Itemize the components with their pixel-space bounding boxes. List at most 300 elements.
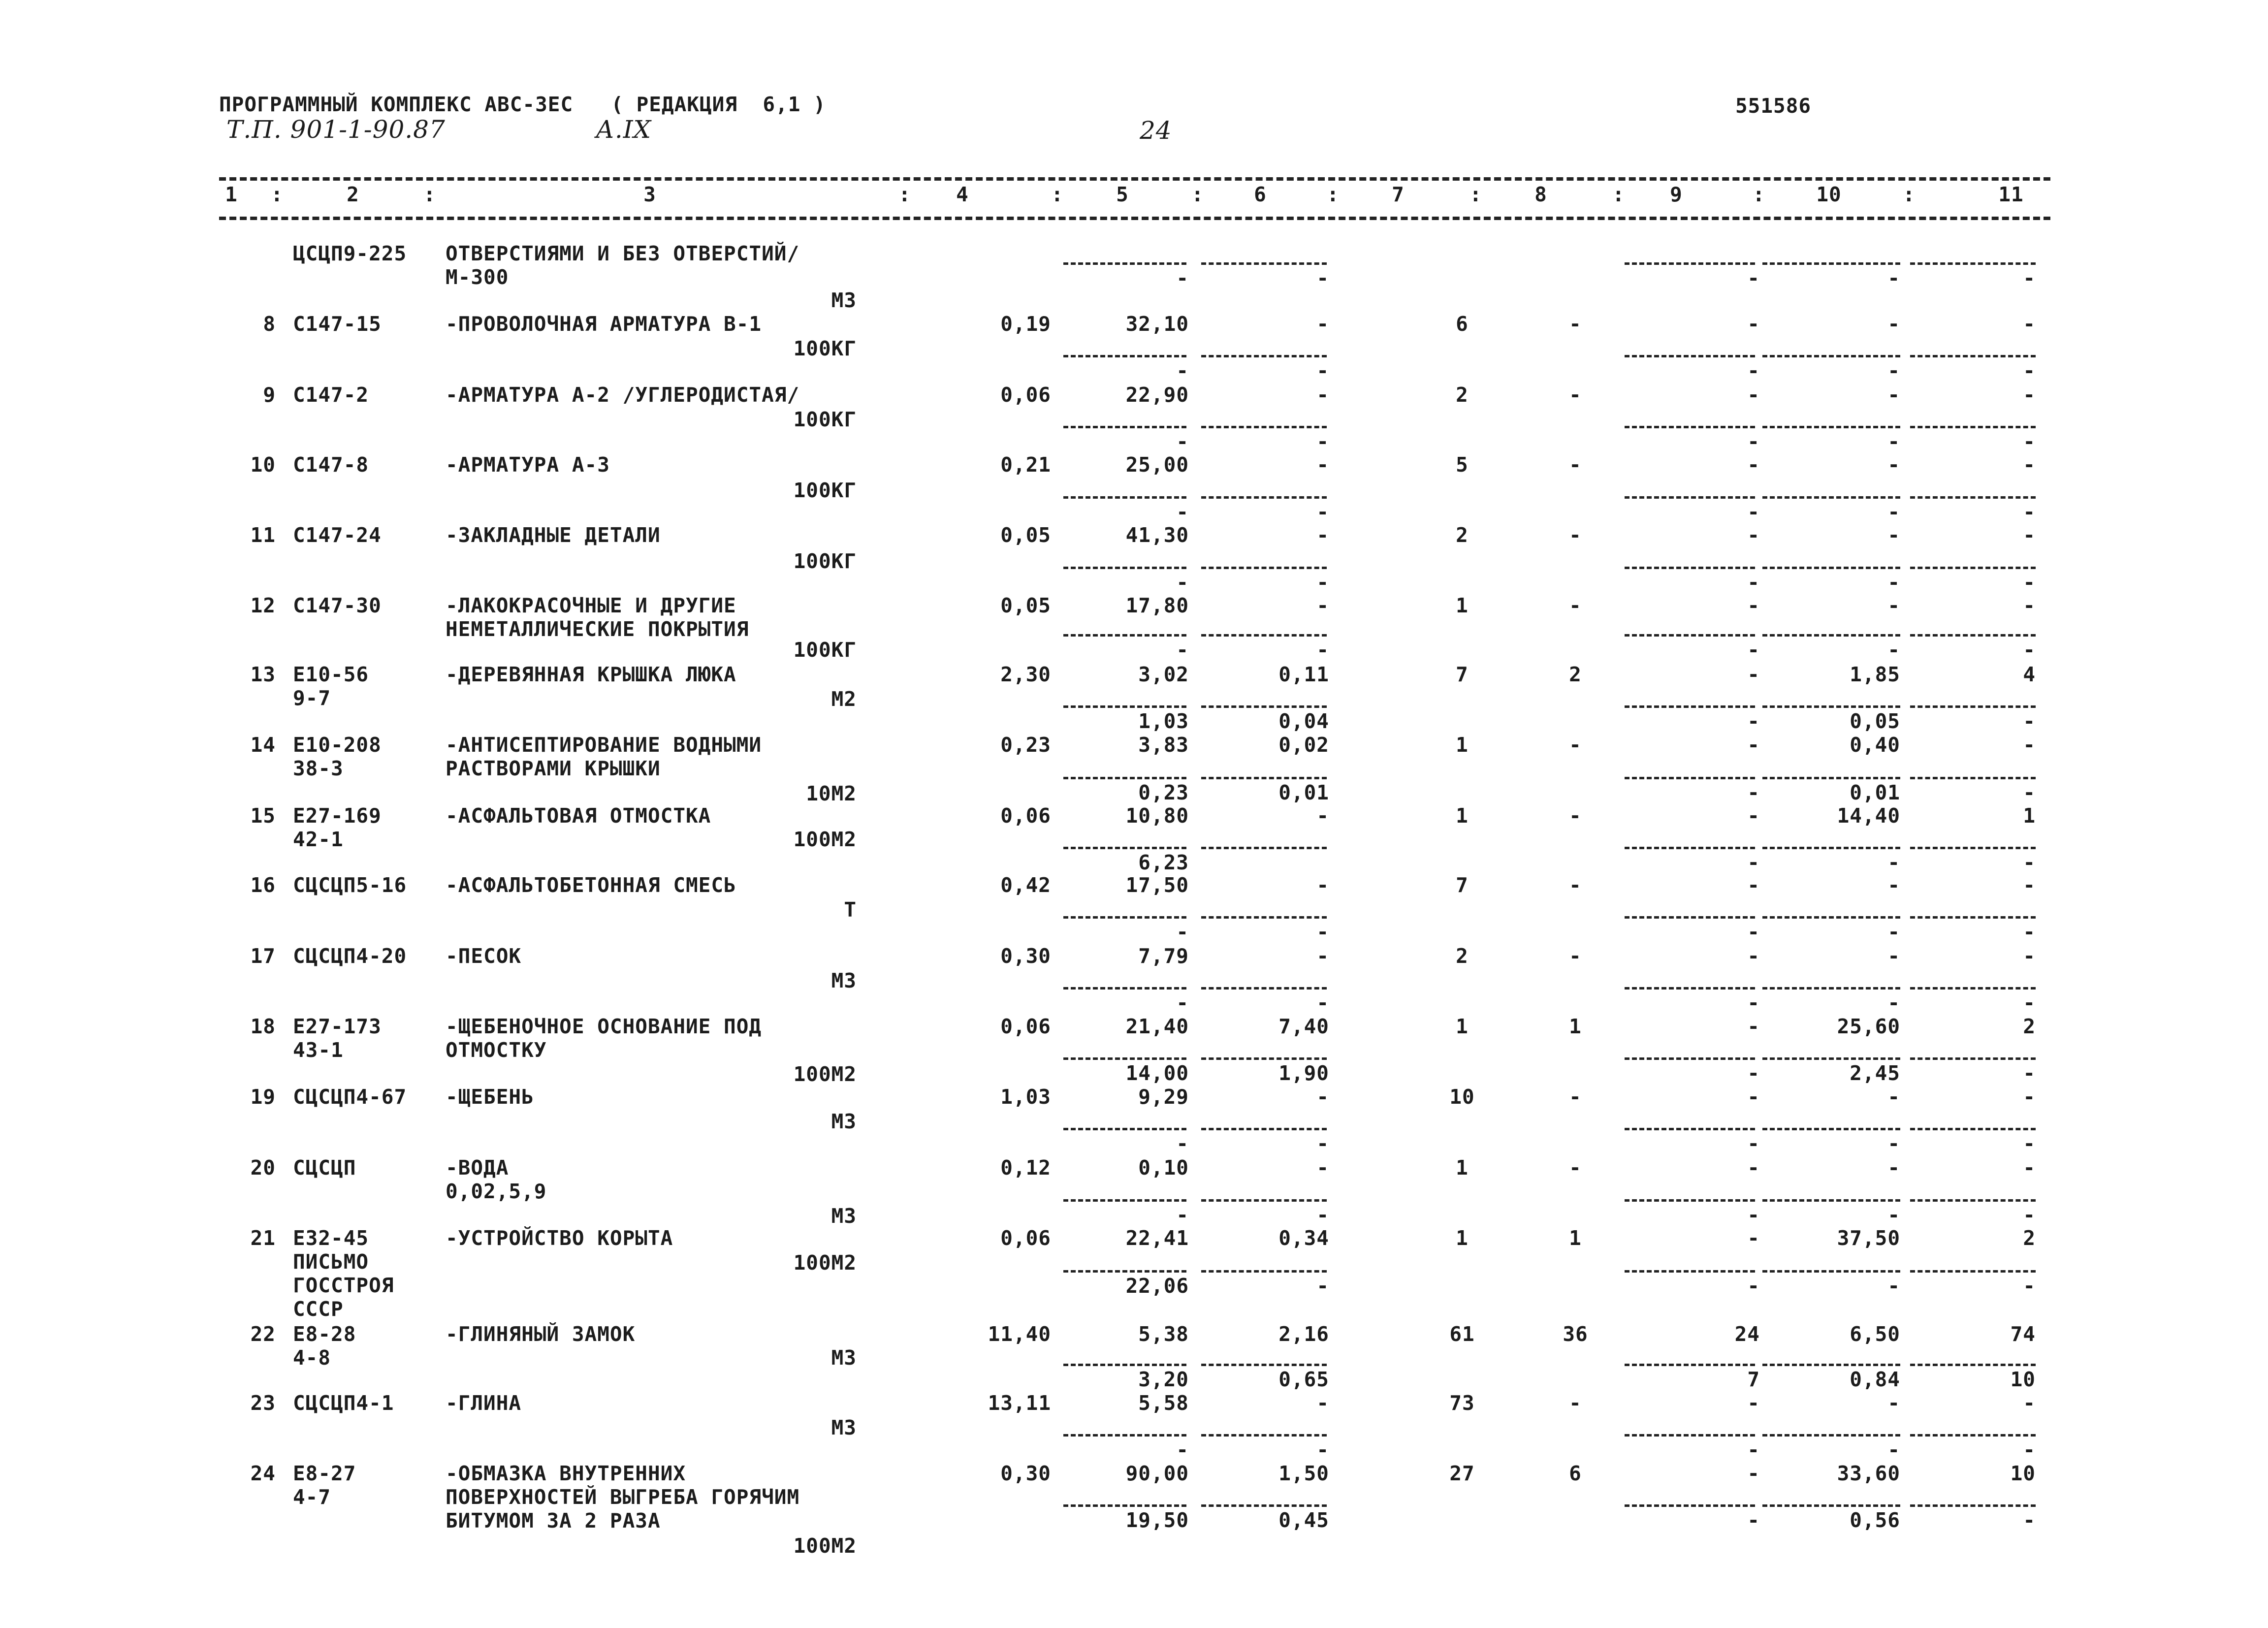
column-separator: : [271, 183, 284, 206]
fraction-rule [1063, 1128, 1186, 1130]
value-c10b: 0,84 [1850, 1368, 1900, 1391]
fraction-rule [1063, 705, 1186, 708]
value-c4: 0,42 [1000, 873, 1051, 897]
header-bottom-rule [219, 217, 2050, 220]
value-c11b: - [2023, 1274, 2036, 1298]
price-code: С147-2 [293, 383, 369, 407]
value-c6: - [1316, 523, 1329, 547]
work-name: -АСФАЛЬТОВАЯ ОТМОСТКА [446, 804, 711, 828]
value-c6b: - [1316, 266, 1329, 290]
fraction-rule [1625, 426, 1755, 428]
value-c11: 1 [2023, 804, 2036, 828]
value-c7: 2 [1456, 523, 1469, 547]
unit: М3 [831, 1416, 857, 1439]
fraction-rule [1625, 705, 1755, 708]
value-c6b: 1,90 [1278, 1061, 1329, 1085]
value-c8: - [1569, 944, 1582, 968]
row-number: 17 [250, 944, 276, 968]
value-c9: - [1747, 523, 1760, 547]
row-number: 16 [250, 873, 276, 897]
value-c5: 22,41 [1125, 1226, 1189, 1250]
fraction-rule [1063, 847, 1186, 849]
value-c9b: - [1747, 1438, 1760, 1462]
value-c10b: 0,01 [1850, 781, 1900, 804]
unit: 100КГ [793, 479, 857, 502]
fraction-rule [1625, 987, 1755, 990]
value-c6: - [1316, 594, 1329, 617]
value-c6b: - [1316, 500, 1329, 524]
price-code: 42-1 [293, 828, 344, 851]
price-code: 9-7 [293, 686, 331, 710]
work-name: -ДЕРЕВЯННАЯ КРЫШКА ЛЮКА [446, 663, 736, 686]
value-c9b: - [1747, 359, 1760, 383]
value-c5b: - [1176, 991, 1189, 1015]
fraction-rule [1201, 1057, 1327, 1060]
fraction-rule [1063, 1057, 1186, 1060]
value-c5b: - [1176, 266, 1189, 290]
work-name: -АНТИСЕПТИРОВАНИЕ ВОДНЫМИ [446, 733, 762, 757]
fraction-rule [1201, 496, 1327, 499]
value-c9: - [1747, 733, 1760, 757]
column-separator: : [423, 183, 436, 206]
column-number: 7 [1392, 183, 1405, 206]
value-c7: 1 [1456, 594, 1469, 617]
unit: М3 [831, 1110, 857, 1133]
value-c7: 1 [1456, 1015, 1469, 1038]
fraction-rule [1910, 1199, 2036, 1202]
fraction-rule [1910, 426, 2036, 428]
value-c5b: - [1176, 430, 1189, 453]
fraction-rule [1201, 1364, 1327, 1366]
fraction-rule [1762, 496, 1900, 499]
value-c11b: - [2023, 1438, 2036, 1462]
value-c5: 5,58 [1138, 1391, 1189, 1415]
value-c6b: 0,01 [1278, 781, 1329, 804]
row-number: 14 [250, 733, 276, 757]
fraction-rule [1762, 1270, 1900, 1273]
value-c11b: - [2023, 266, 2036, 290]
value-c9b: - [1747, 851, 1760, 874]
fraction-rule [1201, 1199, 1327, 1202]
row-number: 8 [263, 312, 276, 336]
fraction-rule [1625, 567, 1755, 569]
value-c6b: - [1316, 1132, 1329, 1155]
value-c5b: 0,23 [1138, 781, 1189, 804]
fraction-rule [1910, 987, 2036, 990]
price-code: 4-8 [293, 1346, 331, 1370]
fraction-rule [1762, 567, 1900, 569]
row-number: 15 [250, 804, 276, 828]
value-c4: 0,19 [1000, 312, 1051, 336]
value-c11: - [2023, 873, 2036, 897]
price-code: С147-24 [293, 523, 382, 547]
fraction-rule [1625, 847, 1755, 849]
value-c10b: 0,05 [1850, 709, 1900, 733]
value-c4: 1,03 [1000, 1085, 1051, 1109]
column-separator: : [1753, 183, 1765, 206]
value-c8: - [1569, 523, 1582, 547]
value-c11: - [2023, 944, 2036, 968]
value-c7: 27 [1449, 1462, 1475, 1485]
price-code: Е8-28 [293, 1322, 356, 1346]
fraction-rule [1625, 1199, 1755, 1202]
value-c11b: 10 [2010, 1368, 2036, 1391]
value-c9: - [1747, 1015, 1760, 1038]
value-c11b: - [2023, 1508, 2036, 1532]
work-name: -ГЛИНЯНЫЙ ЗАМОК [446, 1322, 636, 1346]
value-c10: 14,40 [1837, 804, 1900, 828]
fraction-rule [1063, 262, 1186, 265]
fraction-rule [1762, 1504, 1900, 1507]
work-name: ОТМОСТКУ [446, 1038, 547, 1062]
value-c6: 0,02 [1278, 733, 1329, 757]
column-separator: : [1469, 183, 1482, 206]
price-code: Е27-173 [293, 1015, 382, 1038]
fraction-rule [1910, 1270, 2036, 1273]
value-c11: 4 [2023, 663, 2036, 686]
value-c5: 22,90 [1125, 383, 1189, 407]
fraction-rule [1063, 1504, 1186, 1507]
value-c10b: - [1887, 638, 1900, 662]
value-c5b: 19,50 [1125, 1508, 1189, 1532]
work-name: -ВОДА [446, 1156, 509, 1180]
fraction-rule [1910, 567, 2036, 569]
price-code: Е10-56 [293, 663, 369, 686]
fraction-rule [1201, 355, 1327, 357]
value-c4: 0,30 [1000, 1462, 1051, 1485]
column-separator: : [1903, 183, 1916, 206]
value-c10: - [1887, 594, 1900, 617]
unit: 10М2 [806, 782, 857, 805]
row-number: 19 [250, 1085, 276, 1109]
value-c8: - [1569, 1391, 1582, 1415]
value-c9: - [1747, 873, 1760, 897]
work-name: 0,02,5,9 [446, 1180, 547, 1203]
value-c7: 1 [1456, 804, 1469, 828]
fraction-rule [1063, 567, 1186, 569]
value-c8: - [1569, 804, 1582, 828]
column-separator: : [1327, 183, 1340, 206]
row-number: 22 [250, 1322, 276, 1346]
value-c6b: 0,04 [1278, 709, 1329, 733]
value-c5b: 6,23 [1138, 851, 1189, 874]
value-c4: 0,12 [1000, 1156, 1051, 1180]
value-c10: - [1887, 873, 1900, 897]
fraction-rule [1201, 705, 1327, 708]
value-c11b: - [2023, 1061, 2036, 1085]
value-c10b: - [1887, 430, 1900, 453]
price-code: Е10-208 [293, 733, 382, 757]
work-name: ОТВЕРСТИЯМИ И БЕЗ ОТВЕРСТИЙ/ [446, 242, 800, 265]
value-c5: 17,80 [1125, 594, 1189, 617]
work-name: РАСТВОРАМИ КРЫШКИ [446, 757, 661, 780]
fraction-rule [1910, 705, 2036, 708]
value-c6: 0,11 [1278, 663, 1329, 686]
value-c9: - [1747, 594, 1760, 617]
row-number: 18 [250, 1015, 276, 1038]
value-c9b: - [1747, 500, 1760, 524]
work-name: НЕМЕТАЛЛИЧЕСКИЕ ПОКРЫТИЯ [446, 617, 749, 641]
value-c8: - [1569, 733, 1582, 757]
unit: 100КГ [793, 408, 857, 431]
value-c9b: - [1747, 1132, 1760, 1155]
fraction-rule [1063, 1270, 1186, 1273]
unit: 100М2 [793, 1062, 857, 1086]
value-c11: 2 [2023, 1015, 2036, 1038]
value-c9b: - [1747, 1061, 1760, 1085]
unit: М2 [831, 687, 857, 711]
price-code: 38-3 [293, 757, 344, 780]
value-c4: 0,06 [1000, 1015, 1051, 1038]
value-c4: 0,06 [1000, 1226, 1051, 1250]
handwritten-project-number: Т.П. 901-1-90.87 [226, 115, 446, 144]
fraction-rule [1063, 355, 1186, 357]
value-c9: - [1747, 1391, 1760, 1415]
value-c9: - [1747, 1156, 1760, 1180]
value-c9: - [1747, 1085, 1760, 1109]
value-c7: 61 [1449, 1322, 1475, 1346]
value-c11: - [2023, 383, 2036, 407]
fraction-rule [1063, 916, 1186, 919]
value-c10b: - [1887, 991, 1900, 1015]
fraction-rule [1762, 987, 1900, 990]
fraction-rule [1201, 426, 1327, 428]
value-c6: - [1316, 1085, 1329, 1109]
fraction-rule [1625, 355, 1755, 357]
value-c9b: - [1747, 781, 1760, 804]
handwritten-page-number: 24 [1140, 116, 1172, 145]
price-code: СССР [293, 1297, 344, 1321]
fraction-rule [1625, 1057, 1755, 1060]
value-c10: - [1887, 383, 1900, 407]
fraction-rule [1762, 355, 1900, 357]
value-c5: 21,40 [1125, 1015, 1189, 1038]
unit: 100М2 [793, 828, 857, 851]
column-number: 6 [1254, 183, 1267, 206]
value-c8: 1 [1569, 1015, 1582, 1038]
column-separator: : [898, 183, 911, 206]
fraction-rule [1063, 1434, 1186, 1436]
document-number: 551586 [1735, 94, 1812, 118]
value-c10: 37,50 [1837, 1226, 1900, 1250]
work-name: -ЩЕБЕНОЧНОЕ ОСНОВАНИЕ ПОД [446, 1015, 762, 1038]
value-c8: - [1569, 873, 1582, 897]
value-c11: 74 [2010, 1322, 2036, 1346]
fraction-rule [1201, 262, 1327, 265]
value-c5b: - [1176, 500, 1189, 524]
value-c10b: 2,45 [1850, 1061, 1900, 1085]
value-c10b: - [1887, 1132, 1900, 1155]
fraction-rule [1910, 1057, 2036, 1060]
value-c9b: - [1747, 991, 1760, 1015]
fraction-rule [1625, 916, 1755, 919]
value-c6b: - [1316, 920, 1329, 944]
value-c10: - [1887, 1391, 1900, 1415]
work-name: -АРМАТУРА А-3 [446, 453, 610, 477]
value-c5: 41,30 [1125, 523, 1189, 547]
value-c5b: - [1176, 1438, 1189, 1462]
fraction-rule [1063, 426, 1186, 428]
price-code: Е32-45 [293, 1226, 369, 1250]
fraction-rule [1762, 705, 1900, 708]
column-number: 2 [347, 183, 359, 206]
fraction-rule [1910, 1364, 2036, 1366]
value-c7: 7 [1456, 663, 1469, 686]
value-c10b: - [1887, 359, 1900, 383]
row-number: 21 [250, 1226, 276, 1250]
value-c6b: - [1316, 571, 1329, 594]
top-rule [219, 177, 2050, 181]
price-code: СЦСЦП5-16 [293, 873, 407, 897]
value-c5: 0,10 [1138, 1156, 1189, 1180]
column-number: 3 [643, 183, 656, 206]
price-code: 43-1 [293, 1038, 344, 1062]
price-code: 4-7 [293, 1485, 331, 1509]
value-c9b: - [1747, 1274, 1760, 1298]
unit: 100М2 [793, 1251, 857, 1275]
value-c10b: - [1887, 1438, 1900, 1462]
value-c11b: - [2023, 781, 2036, 804]
value-c10: - [1887, 453, 1900, 477]
value-c8: 36 [1563, 1322, 1588, 1346]
value-c8: - [1569, 383, 1582, 407]
price-code: С147-8 [293, 453, 369, 477]
value-c6: - [1316, 312, 1329, 336]
row-number: 23 [250, 1391, 276, 1415]
fraction-rule [1762, 1199, 1900, 1202]
fraction-rule [1910, 262, 2036, 265]
value-c9: - [1747, 663, 1760, 686]
column-number: 5 [1116, 183, 1129, 206]
value-c4: 11,40 [988, 1322, 1051, 1346]
fraction-rule [1762, 1057, 1900, 1060]
value-c9b: - [1747, 430, 1760, 453]
work-name: -ПЕСОК [446, 944, 522, 968]
work-name: М-300 [446, 265, 509, 289]
value-c5b: - [1176, 920, 1189, 944]
fraction-rule [1910, 355, 2036, 357]
row-number: 24 [250, 1462, 276, 1485]
value-c5: 3,83 [1138, 733, 1189, 757]
value-c8: - [1569, 453, 1582, 477]
value-c11: - [2023, 594, 2036, 617]
value-c7: 6 [1456, 312, 1469, 336]
value-c10: - [1887, 523, 1900, 547]
value-c7: 1 [1456, 1156, 1469, 1180]
price-code: Е8-27 [293, 1462, 356, 1485]
value-c9: - [1747, 804, 1760, 828]
value-c6: - [1316, 804, 1329, 828]
value-c9: - [1747, 453, 1760, 477]
value-c9b: - [1747, 1508, 1760, 1532]
value-c11: - [2023, 1085, 2036, 1109]
value-c5: 3,02 [1138, 663, 1189, 686]
fraction-rule [1762, 1364, 1900, 1366]
unit: 100М2 [793, 1534, 857, 1558]
value-c4: 0,06 [1000, 383, 1051, 407]
value-c9b: - [1747, 1203, 1760, 1227]
fraction-rule [1063, 634, 1186, 637]
value-c11b: - [2023, 430, 2036, 453]
value-c4: 2,30 [1000, 663, 1051, 686]
work-name: -ЛАКОКРАСОЧНЫЕ И ДРУГИЕ [446, 594, 736, 617]
fraction-rule [1201, 634, 1327, 637]
price-code: СЦСЦП [293, 1156, 356, 1180]
value-c7: 1 [1456, 1226, 1469, 1250]
work-name: -УСТРОЙСТВО КОРЫТА [446, 1226, 673, 1250]
price-code: С147-15 [293, 312, 382, 336]
fraction-rule [1063, 496, 1186, 499]
fraction-rule [1201, 777, 1327, 779]
value-c6b: - [1316, 1438, 1329, 1462]
value-c9b: 7 [1747, 1368, 1760, 1391]
value-c4: 0,30 [1000, 944, 1051, 968]
fraction-rule [1910, 1128, 2036, 1130]
value-c8: - [1569, 1156, 1582, 1180]
value-c9: - [1747, 944, 1760, 968]
fraction-rule [1625, 262, 1755, 265]
column-separator: : [1191, 183, 1204, 206]
fraction-rule [1910, 1504, 2036, 1507]
fraction-rule [1910, 847, 2036, 849]
fraction-rule [1201, 1434, 1327, 1436]
value-c6b: - [1316, 1274, 1329, 1298]
fraction-rule [1762, 426, 1900, 428]
fraction-rule [1762, 1128, 1900, 1130]
value-c11: - [2023, 523, 2036, 547]
value-c11b: - [2023, 359, 2036, 383]
unit: М3 [831, 1204, 857, 1228]
value-c10b: - [1887, 1274, 1900, 1298]
fraction-rule [1625, 1434, 1755, 1436]
value-c10b: - [1887, 851, 1900, 874]
value-c10: 33,60 [1837, 1462, 1900, 1485]
value-c6b: - [1316, 638, 1329, 662]
value-c7: 10 [1449, 1085, 1475, 1109]
value-c10: - [1887, 944, 1900, 968]
work-name: БИТУМОМ ЗА 2 РАЗА [446, 1509, 661, 1532]
column-number: 1 [225, 183, 238, 206]
value-c9b: - [1747, 920, 1760, 944]
fraction-rule [1063, 777, 1186, 779]
column-number: 11 [1998, 183, 2024, 206]
fraction-rule [1625, 1364, 1755, 1366]
value-c10b: - [1887, 1203, 1900, 1227]
column-separator: : [1051, 183, 1064, 206]
fraction-rule [1762, 634, 1900, 637]
value-c11b: - [2023, 709, 2036, 733]
value-c10: 6,50 [1850, 1322, 1900, 1346]
work-name: ПОВЕРХНОСТЕЙ ВЫГРЕБА ГОРЯЧИМ [446, 1485, 800, 1509]
handwritten-album-number: А.IX [596, 115, 652, 144]
row-number: 9 [263, 383, 276, 407]
value-c6: - [1316, 1156, 1329, 1180]
fraction-rule [1762, 1434, 1900, 1436]
work-name: -АРМАТУРА А-2 /УГЛЕРОДИСТАЯ/ [446, 383, 800, 407]
fraction-rule [1625, 1270, 1755, 1273]
fraction-rule [1910, 496, 2036, 499]
column-separator: : [1612, 183, 1625, 206]
value-c10b: 0,56 [1850, 1508, 1900, 1532]
value-c11b: - [2023, 500, 2036, 524]
value-c6: - [1316, 1391, 1329, 1415]
fraction-rule [1063, 1199, 1186, 1202]
fraction-rule [1910, 1434, 2036, 1436]
row-number: 20 [250, 1156, 276, 1180]
value-c10: - [1887, 1085, 1900, 1109]
value-c5: 17,50 [1125, 873, 1189, 897]
value-c10: 1,85 [1850, 663, 1900, 686]
